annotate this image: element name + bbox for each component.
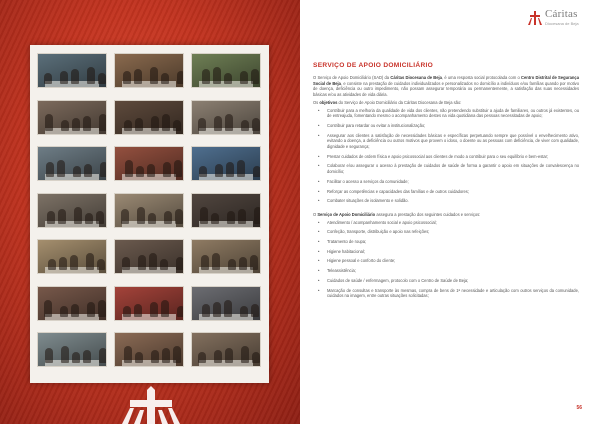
person-figure (198, 352, 206, 363)
person-figure (238, 209, 246, 224)
photo-group-outdoor (37, 53, 107, 88)
person-figure (134, 69, 142, 84)
person-figure (224, 73, 232, 84)
list-item: • Marcação de consultas e transporte às mesmas, compra de bens de 1ª necessidade e articulação com outros serviços da comunidade, cuidados na imagem, entre outras situações solicitadas; (327, 288, 579, 299)
person-figure (251, 304, 259, 317)
person-figure (71, 304, 79, 317)
photo-meal-service (114, 332, 184, 367)
list-item: • Confeção, transporte, distribuição e apoio nas refeições; (327, 229, 579, 235)
person-figure (254, 207, 261, 224)
person-figure (227, 211, 235, 224)
person-figure (200, 207, 208, 224)
person-figure (177, 306, 184, 317)
person-figure (174, 160, 182, 177)
person-figure (121, 209, 129, 224)
person-figure (73, 166, 81, 177)
person-figure (58, 209, 66, 224)
person-figure (99, 114, 107, 131)
person-figure (86, 253, 94, 270)
person-figure (173, 120, 181, 131)
photo-tree-garden (191, 53, 261, 88)
person-figure (122, 257, 130, 270)
person-figure (135, 352, 143, 363)
person-figure (125, 160, 133, 177)
person-figure (240, 71, 248, 84)
person-figure (251, 69, 259, 84)
photo-evening-meeting (191, 193, 261, 228)
text-page (300, 0, 600, 424)
person-figure (60, 71, 68, 84)
person-figure (163, 162, 171, 177)
person-figure (44, 73, 52, 84)
person-figure (98, 300, 106, 317)
person-figure (74, 207, 82, 224)
intro-paragraph: O Serviço de Apoio Domiciliário (SAD) da Cáritas Diocesana de Beja, é uma resposta social protocolada com o Centro Distrital de Segurança Social de Beja, e consiste na prestação de cuidados individualizados e personalizados no domicílio a indivíduos e/ou famílias quando por motivo de doença, deficiência ou outro impedimento, não possam assegurar temporária ou permanentemente, a satisfação das suas necessidades básicas e/ou as atividades de vida diária. (313, 75, 579, 98)
photo-festive-table (191, 332, 261, 367)
services-list (313, 220, 579, 299)
photo-seniors-room (191, 100, 261, 135)
photo-meal-table (114, 53, 184, 88)
person-figure (162, 348, 170, 363)
person-figure (71, 69, 79, 84)
person-figure (123, 71, 131, 84)
person-figure (72, 352, 80, 363)
person-figure (147, 164, 155, 177)
person-figure (124, 346, 132, 363)
person-figure (240, 306, 248, 317)
person-figure (252, 352, 260, 363)
list-item: • Facilitar o acesso a serviços da comunidade; (327, 179, 579, 185)
person-figure (44, 300, 52, 317)
caritas-logo-icon (527, 10, 543, 26)
person-figure (252, 118, 260, 131)
person-figure (59, 257, 67, 270)
photo-class-group (37, 332, 107, 367)
list-item: • Higiene pessoal e conforto do cliente; (327, 258, 579, 264)
person-figure (70, 255, 78, 270)
person-figure (173, 346, 181, 363)
person-figure (253, 166, 261, 177)
person-figure (60, 306, 68, 317)
person-figure (134, 304, 142, 317)
list-item: • Combater situações de isolamento e solidão. (327, 198, 579, 204)
person-figure (148, 213, 156, 224)
person-figure (46, 162, 54, 177)
person-figure (150, 302, 158, 317)
person-figure (225, 348, 233, 363)
section-body (313, 75, 579, 307)
logo-name: Cáritas (545, 8, 578, 20)
person-figure (100, 162, 107, 177)
photo-rest-home (37, 193, 107, 228)
person-figure (99, 348, 107, 363)
photo-party-hall (191, 286, 261, 321)
person-figure (237, 160, 245, 177)
person-figure (241, 120, 249, 131)
person-figure (138, 255, 146, 270)
person-figure (149, 253, 157, 270)
list-item: • Cuidados de saúde / enfermagem, protocolo com o Centro de Saúde de Beja; (327, 278, 579, 284)
person-figure (135, 118, 143, 131)
person-figure (61, 346, 69, 363)
photo-craft-activity (191, 146, 261, 181)
list-item: • Higiene habitacional; (327, 249, 579, 255)
objectives-list (313, 108, 579, 204)
person-figure (202, 69, 210, 84)
person-figure (214, 116, 222, 131)
person-figure (85, 213, 93, 224)
person-figure (202, 304, 210, 317)
person-figure (96, 211, 104, 224)
photo-celebration (114, 146, 184, 181)
person-figure (228, 259, 236, 270)
person-figure (162, 114, 170, 131)
person-figure (161, 73, 169, 84)
person-figure (175, 209, 183, 224)
person-figure (136, 166, 144, 177)
person-figure (45, 348, 53, 363)
photo-dance (114, 239, 184, 274)
list-item: • Reforçar as competências e capacidades das famílias e de outros cuidadores; (327, 189, 579, 195)
person-figure (97, 259, 105, 270)
person-figure (150, 67, 158, 84)
person-figure (225, 114, 233, 131)
person-figure (161, 300, 169, 317)
person-figure (87, 302, 95, 317)
person-figure (226, 162, 234, 177)
photo-collage (30, 45, 269, 383)
person-figure (98, 73, 106, 84)
person-figure (57, 160, 65, 177)
person-figure (211, 213, 219, 224)
person-figure (83, 350, 91, 363)
list-item: • Contribuir para a melhoria da qualidade de vida dos clientes, não pretendendo substituir a ajuda de familiares, ou outros já existentes, ou de entreajuda, fomentando mesmo o acompanhamento destes na vida quotidiana das pessoas necessitadas de apoio; (327, 108, 579, 119)
photo-dinner-party (114, 100, 184, 135)
caritas-logo (527, 8, 593, 30)
services-lead: O Serviço de Apoio Domiciliário assegura a prestação dos seguintes cuidados e serviços: (313, 211, 481, 217)
person-figure (137, 207, 145, 224)
list-item: • Colaborar e/ou assegurar o acesso à prestação de cuidados de saúde de forma a garantir o apoio em situações de convalescença no domicílio; (327, 163, 579, 174)
list-item: • Atendimento / acompanhamento social e apoio psicossocial; (327, 220, 579, 226)
photo-banquet (37, 286, 107, 321)
section-title: SERVIÇO DE APOIO DOMICILIÁRIO (313, 62, 434, 69)
person-figure (151, 116, 159, 131)
person-figure (45, 114, 53, 131)
list-item: • Tratamento de roupa; (327, 239, 579, 245)
person-figure (176, 257, 184, 270)
objectives-lead: Os objetivos do Serviço de Apoio Domiciliário da Cáritas Diocesana de Beja são: (313, 99, 462, 105)
person-figure (48, 259, 56, 270)
person-figure (201, 255, 209, 270)
photo-office-work (37, 239, 107, 274)
photo-reading (114, 193, 184, 228)
person-figure (213, 67, 221, 84)
caritas-cross-icon (116, 386, 186, 424)
person-figure (177, 71, 184, 84)
person-figure (124, 120, 132, 131)
person-figure (199, 166, 207, 177)
photo-hall-audience (37, 100, 107, 135)
person-figure (241, 346, 249, 363)
person-figure (239, 257, 247, 270)
photo-visit (114, 286, 184, 321)
person-figure (123, 306, 131, 317)
person-figure (224, 300, 232, 317)
person-figure (83, 116, 91, 131)
person-figure (160, 259, 168, 270)
photo-classroom (37, 146, 107, 181)
person-figure (213, 302, 221, 317)
person-figure (215, 164, 223, 177)
person-figure (212, 253, 220, 270)
list-item: • Prestar cuidados de ordem física e apoio psicossocial aos clientes de modo a contribuir para o seu equilíbrio e bem-estar; (327, 154, 579, 160)
person-figure (61, 120, 69, 131)
page-number: 56 (576, 405, 582, 411)
person-figure (164, 211, 172, 224)
person-figure (214, 350, 222, 363)
list-item: • Assegurar aos clientes a satisfação de necessidades básicas e específicas perpetuando sempre que possível o envelhecimento ativo, evitando a doença, a deficiência ou outros motivos que provem o idoso, o doente ou as pessoas com deficiência, de viver com qualidade, dignidade e segurança; (327, 133, 579, 150)
person-figure (72, 118, 80, 131)
person-figure (84, 164, 92, 177)
person-figure (151, 350, 159, 363)
list-item: • Contribuir para retardar ou evitar a institucionalização; (327, 123, 579, 129)
photo-lunch-group (191, 239, 261, 274)
person-figure (87, 67, 95, 84)
list-item: • Teleassistência; (327, 268, 579, 274)
person-figure (198, 118, 206, 131)
person-figure (47, 211, 55, 224)
logo-subtitle: Diocesana de Beja (545, 21, 579, 26)
person-figure (250, 255, 258, 270)
